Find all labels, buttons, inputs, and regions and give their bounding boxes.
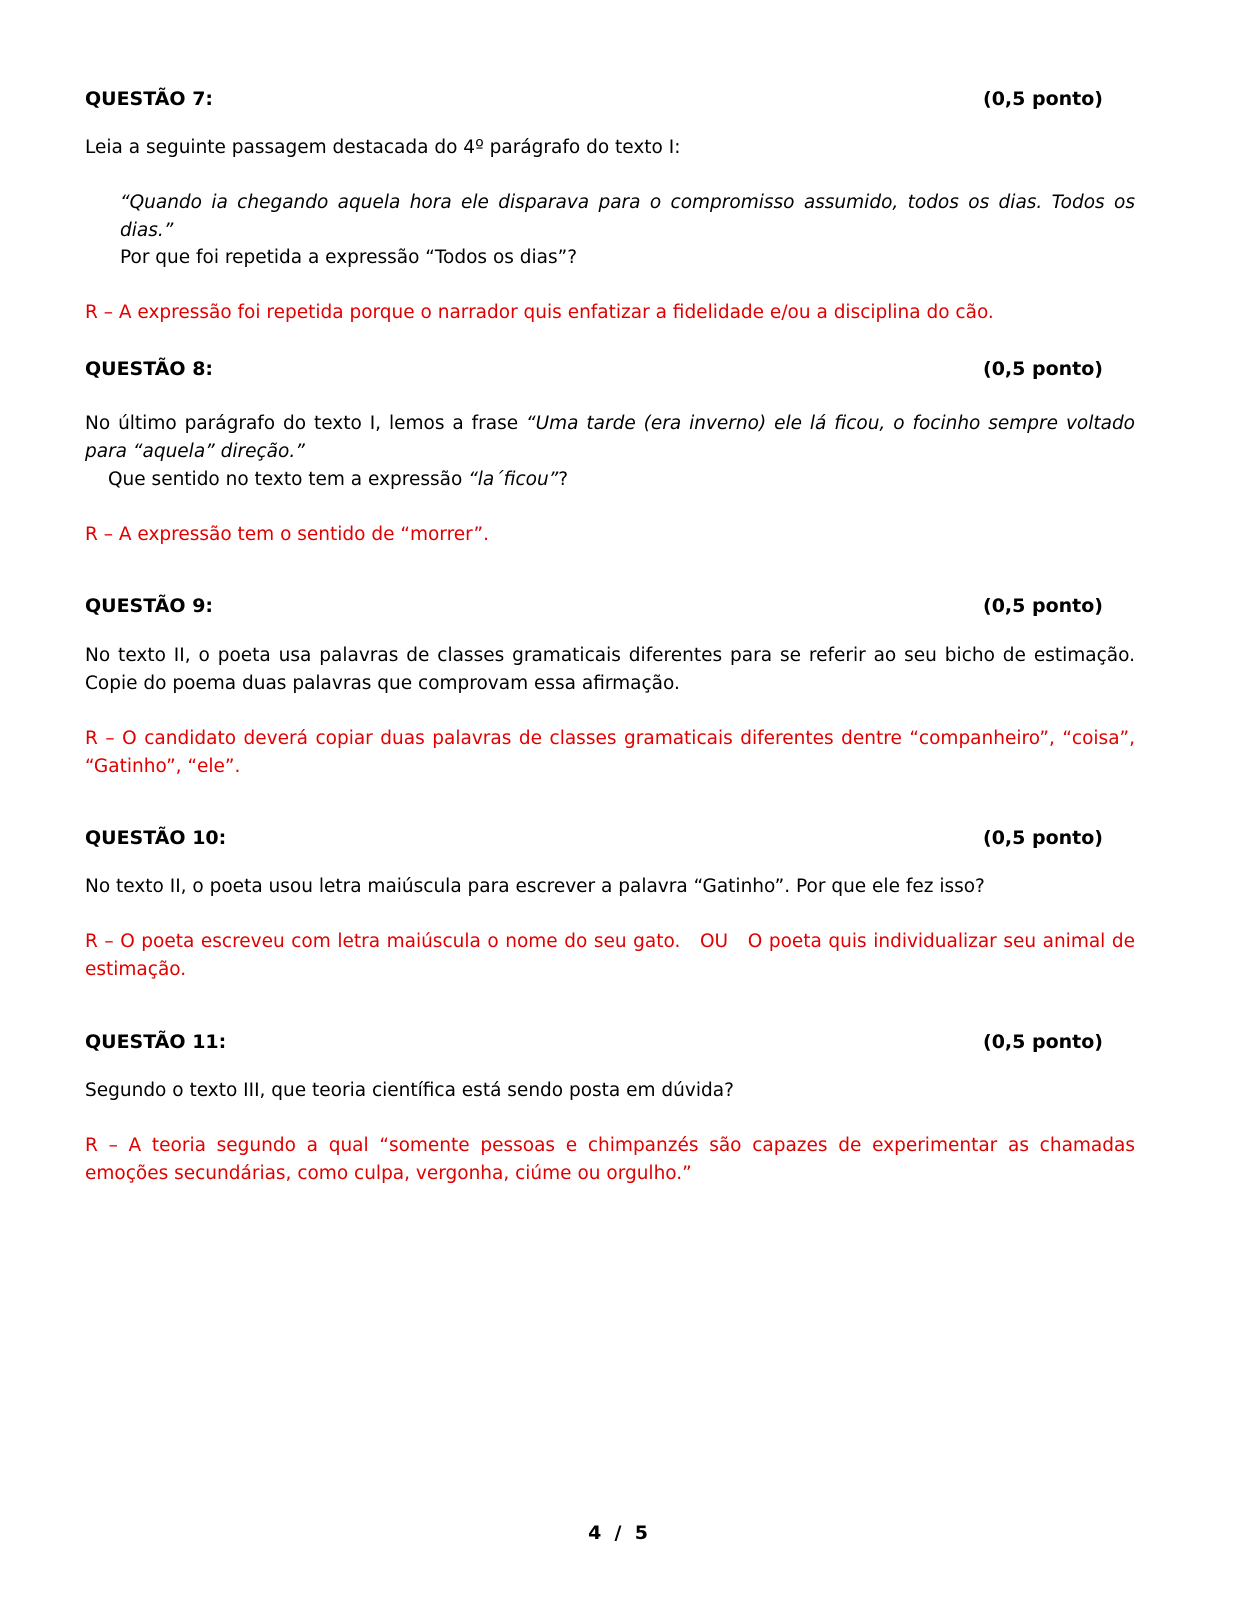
question-9-question: No texto II, o poeta usa palavras de classes gramaticais diferentes para se referir ao seu bicho de estimação. Copie do poema duas palavras que comprovam essa afirmação.: [85, 645, 1135, 694]
question-8-intro: No último parágrafo do texto I, lemos a frase: [85, 413, 519, 434]
page-number: 4 / 5: [588, 1522, 648, 1544]
question-8-question: [108, 466, 1135, 494]
question-9-title: QUESTÃO 9:: [85, 595, 214, 617]
question-8-question-quote: “la´ficou”: [468, 469, 559, 490]
question-7-title: QUESTÃO 7:: [85, 88, 214, 110]
question-10-points: (0,5 ponto): [983, 827, 1103, 849]
question-10-answer: R – O poeta escreveu com letra maiúscula o nome do seu gato. OU O poeta quis individualizar seu animal de estimação.: [85, 931, 1141, 980]
question-8-points: (0,5 ponto): [983, 358, 1103, 380]
question-8-question-post: ?: [558, 469, 569, 490]
question-11-question: Segundo o texto III, que teoria científica está sendo posta em dúvida?: [85, 1080, 734, 1101]
question-10-header: [85, 825, 1103, 851]
question-7-answer: R – A expressão foi repetida porque o narrador quis enfatizar a fidelidade e/ou a disciplina do cão.: [85, 302, 994, 323]
question-8-quote: “Uma tarde (era inverno) ele lá ficou, o focinho sempre voltado para “aquela” direção.”: [85, 413, 1136, 462]
question-11-answer: R – A teoria segundo a qual “somente pessoas e chimpanzés são capazes de experimentar as chamadas emoções secundárias, como culpa, vergonha, ciúme ou orgulho.”: [85, 1135, 1135, 1184]
question-11-title: QUESTÃO 11:: [85, 1031, 227, 1053]
question-9-answer: R – O candidato deverá copiar duas palavras de classes gramaticais diferentes dentre “companheiro”, “coisa”, “Gatinho”, “ele”.: [85, 728, 1135, 777]
question-7-question: Por que foi repetida a expressão “Todos os dias”?: [120, 247, 578, 268]
question-7-points: (0,5 ponto): [983, 88, 1103, 110]
question-8-intro-paragraph: [85, 410, 1135, 466]
question-7-header: [85, 86, 1103, 112]
question-11-header: [85, 1029, 1103, 1055]
question-9-header: [85, 593, 1103, 619]
question-9-points: (0,5 ponto): [983, 595, 1103, 617]
question-8-answer: R – A expressão tem o sentido de “morrer”.: [85, 524, 490, 545]
question-8-title: QUESTÃO 8:: [85, 358, 214, 380]
question-7-quote: “Quando ia chegando aquela hora ele disparava para o compromisso assumido, todos os dias. Todos os dias.”: [120, 192, 1135, 241]
question-10-question: No texto II, o poeta usou letra maiúscula para escrever a palavra “Gatinho”. Por que ele fez isso?: [85, 876, 985, 897]
question-10-title: QUESTÃO 10:: [85, 827, 227, 849]
question-7-intro: Leia a seguinte passagem destacada do 4º parágrafo do texto I:: [85, 137, 681, 158]
question-11-points: (0,5 ponto): [983, 1031, 1103, 1053]
question-8-question-pre: Que sentido no texto tem a expressão: [108, 469, 463, 490]
question-8-header: [85, 356, 1103, 382]
